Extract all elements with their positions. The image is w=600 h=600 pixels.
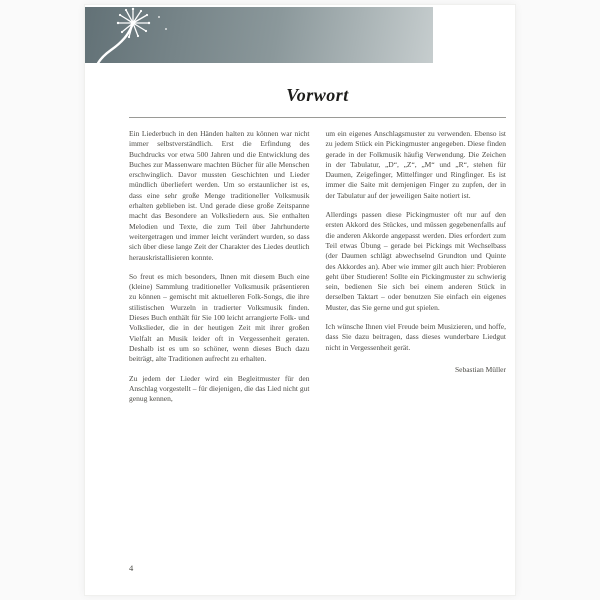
title-divider [129,117,506,118]
book-page [84,4,516,596]
paragraph: So freut es mich besonders, Ihnen mit diesem Buch eine (kleine) Sammlung traditioneller Volksmusik präsentieren zu können – gemischt mit aktuelleren Folk-Songs, die ihre stilistischen Wurzeln in tradierter Volksmusik finden. Dieses Buch enthält für Sie 100 leicht arrangierte Folk- und Volkslieder, die in der heutigen Zeit mit ihrer großen Vielfalt an Musik leider oft in Vergessenheit geraten. Deshalb ist es um so schöner, wenn dieses Buch dazu beiträgt, alte Traditionen aufrecht zu erhalten. [129,271,310,364]
paragraph: Zu jedem der Lieder wird ein Begleitmuster für den Anschlag vorgestellt – für diejenigen, die das Lied nicht gut genug kennen, [129,373,310,404]
signature: Sebastian Müller [454,364,506,374]
dandelion-icon [91,7,201,63]
header-band [85,7,433,63]
text-columns [129,129,506,413]
page-title: Vorwort [286,85,349,105]
paragraph: Ein Liederbuch in den Händen halten zu können war nicht immer selbstverständlich. Erst die Erfindung des Buchdrucks vor etwa 500 Jahren und die Entwicklung des Buches zur Massenware machten Bücher für alle Menschen erschwinglich. Davor mussten Geschichten und Lieder mündlich überliefert werden. Um so erstaunlicher ist es, dass eine sehr große Menge traditioneller Volksmusik erhalten geblieben ist. Und gerade diese große Zeitspanne macht das Besondere an Volksliedern aus. Sie enthalten Melodien und Texte, die zum Teil über Jahrhunderte weitergetragen und immer leicht verändert wurden, so dass sich über diese lange Zeit der Charakter des Liedes deutlich herauskristallisieren konnte. [129,129,310,262]
left-column [129,129,310,413]
paragraph: Ich wünsche Ihnen viel Freude beim Musizieren, und hoffe, dass Sie dazu beitragen, dass dieses wunderbare Liedgut nicht in Vergessenheit gerät. [325,322,506,352]
paragraph: Allerdings passen diese Pickingmuster oft nur auf den ersten Akkord des Stückes, und müssen gegebenenfalls auf die anderen Akkorde angepasst werden. Dies erfordert zum Teil etwas Übung – gerade bei Pickings mit Wechselbass (der Daumen schlägt abwechselnd Grundton und Quinte des Akkordes an). Aber wie immer gilt auch hier: Probieren geht über Studieren! Sollte ein Pickingmuster zu schwierig sein, bedienen Sie sich bei einem anderen Stück in derselben Taktart – oder benutzen Sie einfach ein eigenes Muster, das Sie gerne und gut spielen. [325,210,506,312]
right-column [326,129,507,413]
page-number: 4 [129,563,134,573]
paragraph: um ein eigenes Anschlagsmuster zu verwenden. Ebenso ist zu jedem Stück ein Pickingmuster angegeben. Diese finden gerade in der Folkmusik häufig Verwendung. Die Zeichen in der Tabulatur, „D“, „Z“, „M“ und „R“, stehen für Daumen, Zeigefinger, Mittelfinger und Ringfinger. Es ist immer die Saite mit demjenigen Finger zu zupfen, der in der Tabulatur auf der jeweiligen Saite notiert ist. [325,129,506,200]
